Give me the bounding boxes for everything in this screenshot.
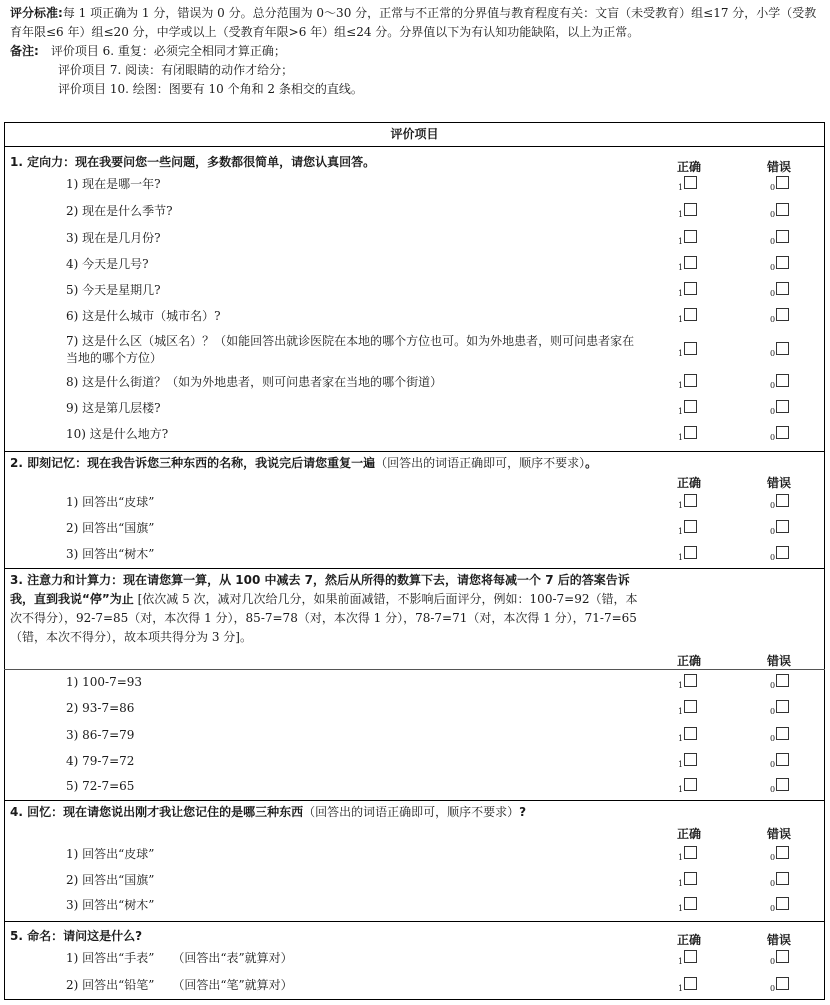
table-header: 评价项目	[390, 127, 439, 141]
divider	[4, 800, 825, 801]
wrong-checkbox[interactable]	[770, 342, 789, 362]
wrong-checkbox[interactable]	[770, 176, 789, 196]
checkbox-icon	[684, 256, 697, 269]
wrong-score: 0	[770, 904, 776, 913]
checkbox-icon	[684, 727, 697, 740]
divider	[4, 451, 825, 452]
checkbox-icon	[684, 520, 697, 533]
wrong-score: 0	[770, 183, 776, 192]
wrong-score: 0	[770, 957, 776, 966]
correct-checkbox[interactable]	[678, 778, 697, 798]
checkbox-icon	[684, 176, 697, 189]
wrong-score: 0	[770, 853, 776, 862]
correct-score: 1	[678, 681, 684, 690]
section-4-title: 4. 回忆：现在请您说出刚才我让您记住的是哪三种东西（回答出的词语正确即可，顺序不要求）?	[10, 805, 527, 819]
assessment-item: 1) 回答出“皮球”	[66, 495, 155, 509]
section-1-title: 1. 定向力：现在我要问您一些问题，多数都很简单，请您认真回答。	[10, 155, 376, 169]
correct-checkbox[interactable]	[678, 753, 697, 773]
checkbox-icon	[776, 176, 789, 189]
correct-checkbox[interactable]	[678, 700, 697, 720]
wrong-checkbox[interactable]	[770, 282, 789, 302]
wrong-checkbox[interactable]	[770, 674, 789, 694]
note-3: 评价项目 10. 绘图：图要有 10 个角和 2 条相交的直线。	[58, 82, 363, 96]
assessment-item: 4) 今天是几号?	[66, 257, 149, 271]
assessment-item: 3) 现在是几月份?	[66, 231, 161, 245]
assessment-item: 2) 93-7=86	[66, 701, 135, 715]
checkbox-icon	[776, 846, 789, 859]
assessment-item: 5) 72-7=65	[66, 779, 135, 793]
correct-score: 1	[678, 501, 684, 510]
correct-checkbox[interactable]	[678, 520, 697, 540]
wrong-checkbox[interactable]	[770, 846, 789, 866]
column-correct-label: 正确	[677, 933, 702, 947]
assessment-item: 3) 回答出“树木”	[66, 547, 155, 561]
assessment-item: 1) 回答出“手表” （回答出“表”就算对）	[66, 951, 293, 965]
column-correct-label: 正确	[677, 827, 702, 841]
correct-checkbox[interactable]	[678, 727, 697, 747]
criteria-label: 评分标准:	[10, 6, 63, 20]
assessment-item: 3) 回答出“树木”	[66, 898, 155, 912]
column-correct-label: 正确	[677, 160, 702, 174]
notes-label: 备注:	[10, 44, 39, 58]
divider	[4, 146, 825, 147]
checkbox-icon	[684, 342, 697, 355]
wrong-score: 0	[770, 433, 776, 442]
correct-checkbox[interactable]	[678, 308, 697, 328]
assessment-item: 6) 这是什么城市（城市名）?	[66, 309, 221, 323]
wrong-score: 0	[770, 553, 776, 562]
correct-checkbox[interactable]	[678, 950, 697, 970]
checkbox-icon	[776, 308, 789, 321]
checkbox-icon	[776, 256, 789, 269]
checkbox-icon	[776, 203, 789, 216]
correct-checkbox[interactable]	[678, 282, 697, 302]
wrong-score: 0	[770, 501, 776, 510]
correct-score: 1	[678, 707, 684, 716]
wrong-score: 0	[770, 707, 776, 716]
correct-score: 1	[678, 760, 684, 769]
correct-score: 1	[678, 263, 684, 272]
assessment-item: 3) 86-7=79	[66, 728, 135, 742]
correct-score: 1	[678, 734, 684, 743]
assessment-item: 4) 79-7=72	[66, 754, 135, 768]
wrong-score: 0	[770, 879, 776, 888]
correct-checkbox[interactable]	[678, 872, 697, 892]
wrong-checkbox[interactable]	[770, 546, 789, 566]
wrong-score: 0	[770, 315, 776, 324]
assessment-item: 1) 回答出“皮球”	[66, 847, 155, 861]
checkbox-icon	[684, 308, 697, 321]
correct-checkbox[interactable]	[678, 230, 697, 250]
checkbox-icon	[776, 727, 789, 740]
scoring-intro	[10, 4, 822, 99]
wrong-score: 0	[770, 681, 776, 690]
assessment-item: 2) 回答出“国旗”	[66, 521, 155, 535]
correct-score: 1	[678, 879, 684, 888]
wrong-score: 0	[770, 210, 776, 219]
checkbox-icon	[684, 494, 697, 507]
checkbox-icon	[684, 950, 697, 963]
checkbox-icon	[684, 546, 697, 559]
correct-score: 1	[678, 183, 684, 192]
correct-score: 1	[678, 853, 684, 862]
checkbox-icon	[684, 753, 697, 766]
correct-checkbox[interactable]	[678, 176, 697, 196]
wrong-checkbox[interactable]	[770, 256, 789, 276]
wrong-checkbox[interactable]	[770, 308, 789, 328]
correct-checkbox[interactable]	[678, 494, 697, 514]
correct-score: 1	[678, 553, 684, 562]
checkbox-icon	[776, 426, 789, 439]
correct-checkbox[interactable]	[678, 426, 697, 446]
checkbox-icon	[776, 950, 789, 963]
checkbox-icon	[684, 400, 697, 413]
correct-score: 1	[678, 957, 684, 966]
checkbox-icon	[684, 426, 697, 439]
correct-checkbox[interactable]	[678, 977, 697, 997]
assessment-item: 1) 现在是哪一年?	[66, 177, 161, 191]
correct-checkbox[interactable]	[678, 846, 697, 866]
correct-score: 1	[678, 237, 684, 246]
checkbox-icon	[684, 977, 697, 990]
assessment-item: 5) 今天是星期几?	[66, 283, 161, 297]
checkbox-icon	[684, 230, 697, 243]
column-correct-label: 正确	[677, 476, 702, 490]
correct-score: 1	[678, 315, 684, 324]
checkbox-icon	[776, 520, 789, 533]
checkbox-icon	[776, 546, 789, 559]
assessment-item: 10) 这是什么地方?	[66, 427, 169, 441]
checkbox-icon	[776, 374, 789, 387]
checkbox-icon	[776, 674, 789, 687]
wrong-checkbox[interactable]	[770, 374, 789, 394]
checkbox-icon	[684, 700, 697, 713]
wrong-checkbox[interactable]	[770, 520, 789, 540]
assessment-item: 7) 这是什么区（城区名）？（如能回答出就诊医院在本地的哪个方位也可。如为外地患者，则可问患者家在当地的哪个方位）	[66, 334, 635, 365]
section-3-title: 3. 注意力和计算力：现在请您算一算，从 100 中减去 7，然后从所得的数算下去，请您将每减一个 7 后的答案告诉我，直到我说“停”为止 [依次减 5 次，减对几次给几分，如果前面减错，不影响后面评分，例如：100-7=92（错，本次不得分），92-7=85（对，本次得 1 分），85-7=78（对，本次得 1 分），78-7=71（对，本次得 1 分），71-7=65（错，本次不得分），故本项共得分为 3 分]。	[10, 573, 638, 644]
wrong-score: 0	[770, 407, 776, 416]
correct-score: 1	[678, 527, 684, 536]
checkbox-icon	[776, 700, 789, 713]
correct-checkbox[interactable]	[678, 897, 697, 917]
checkbox-icon	[684, 846, 697, 859]
assessment-item: 2) 回答出“铅笔” （回答出“笔”就算对）	[66, 978, 293, 992]
wrong-score: 0	[770, 237, 776, 246]
criteria-text: 每 1 项正确为 1 分，错误为 0 分。总分范围为 0～30 分，正常与不正常的分界值与教育程度有关：文盲（未受教育）组≤17 分，小学（受教育年限≤6 年）组≤20 分，中学或以上（受教育年限>6 年）组≤24 分。分界值以下为有认知功能缺陷，以上为正常。	[10, 6, 817, 39]
wrong-score: 0	[770, 263, 776, 272]
correct-checkbox[interactable]	[678, 342, 697, 362]
correct-checkbox[interactable]	[678, 256, 697, 276]
assessment-item: 2) 现在是什么季节?	[66, 204, 173, 218]
note-1: 评价项目 6. 重复：必须完全相同才算正确；	[50, 44, 286, 58]
wrong-checkbox[interactable]	[770, 897, 789, 917]
section-5-title: 5. 命名：请问这是什么?	[10, 929, 143, 943]
wrong-checkbox[interactable]	[770, 494, 789, 514]
wrong-checkbox[interactable]	[770, 727, 789, 747]
wrong-checkbox[interactable]	[770, 977, 789, 997]
wrong-checkbox[interactable]	[770, 872, 789, 892]
correct-score: 1	[678, 984, 684, 993]
checkbox-icon	[684, 674, 697, 687]
section-2-title: 2. 即刻记忆：现在我告诉您三种东西的名称，我说完后请您重复一遍（回答出的词语正确即可，顺序不要求）。	[10, 456, 598, 470]
checkbox-icon	[776, 778, 789, 791]
correct-checkbox[interactable]	[678, 674, 697, 694]
divider	[4, 921, 825, 922]
wrong-checkbox[interactable]	[770, 203, 789, 223]
checkbox-icon	[776, 494, 789, 507]
wrong-checkbox[interactable]	[770, 426, 789, 446]
wrong-checkbox[interactable]	[770, 230, 789, 250]
checkbox-icon	[776, 897, 789, 910]
wrong-score: 0	[770, 760, 776, 769]
wrong-checkbox[interactable]	[770, 950, 789, 970]
wrong-checkbox[interactable]	[770, 778, 789, 798]
checkbox-icon	[684, 778, 697, 791]
correct-checkbox[interactable]	[678, 546, 697, 566]
correct-score: 1	[678, 210, 684, 219]
wrong-score: 0	[770, 785, 776, 794]
checkbox-icon	[684, 897, 697, 910]
column-wrong-label: 错误	[767, 476, 792, 490]
assessment-item: 8) 这是什么街道？（如为外地患者，则可问患者家在当地的哪个街道）	[66, 375, 443, 389]
wrong-score: 0	[770, 381, 776, 390]
column-wrong-label: 错误	[767, 827, 792, 841]
correct-score: 1	[678, 289, 684, 298]
checkbox-icon	[776, 342, 789, 355]
checkbox-icon	[684, 374, 697, 387]
assessment-item: 2) 回答出“国旗”	[66, 873, 155, 887]
correct-score: 1	[678, 433, 684, 442]
wrong-score: 0	[770, 527, 776, 536]
checkbox-icon	[776, 872, 789, 885]
checkbox-icon	[684, 282, 697, 295]
checkbox-icon	[776, 400, 789, 413]
checkbox-icon	[776, 230, 789, 243]
correct-score: 1	[678, 904, 684, 913]
checkbox-icon	[776, 977, 789, 990]
correct-score: 1	[678, 407, 684, 416]
note-2: 评价项目 7. 阅读：有闭眼睛的动作才给分；	[58, 63, 294, 77]
correct-score: 1	[678, 785, 684, 794]
wrong-score: 0	[770, 734, 776, 743]
checkbox-icon	[684, 872, 697, 885]
wrong-checkbox[interactable]	[770, 700, 789, 720]
correct-score: 1	[678, 349, 684, 358]
correct-checkbox[interactable]	[678, 374, 697, 394]
wrong-score: 0	[770, 984, 776, 993]
divider	[4, 568, 825, 569]
column-wrong-label: 错误	[767, 654, 792, 668]
wrong-checkbox[interactable]	[770, 753, 789, 773]
column-wrong-label: 错误	[767, 933, 792, 947]
correct-score: 1	[678, 381, 684, 390]
correct-checkbox[interactable]	[678, 203, 697, 223]
column-wrong-label: 错误	[767, 160, 792, 174]
wrong-score: 0	[770, 349, 776, 358]
wrong-score: 0	[770, 289, 776, 298]
assessment-item: 1) 100-7=93	[66, 675, 143, 689]
column-correct-label: 正确	[677, 654, 702, 668]
checkbox-icon	[776, 753, 789, 766]
checkbox-icon	[776, 282, 789, 295]
divider	[4, 669, 825, 670]
wrong-checkbox[interactable]	[770, 400, 789, 420]
assessment-item: 9) 这是第几层楼?	[66, 401, 161, 415]
correct-checkbox[interactable]	[678, 400, 697, 420]
checkbox-icon	[684, 203, 697, 216]
